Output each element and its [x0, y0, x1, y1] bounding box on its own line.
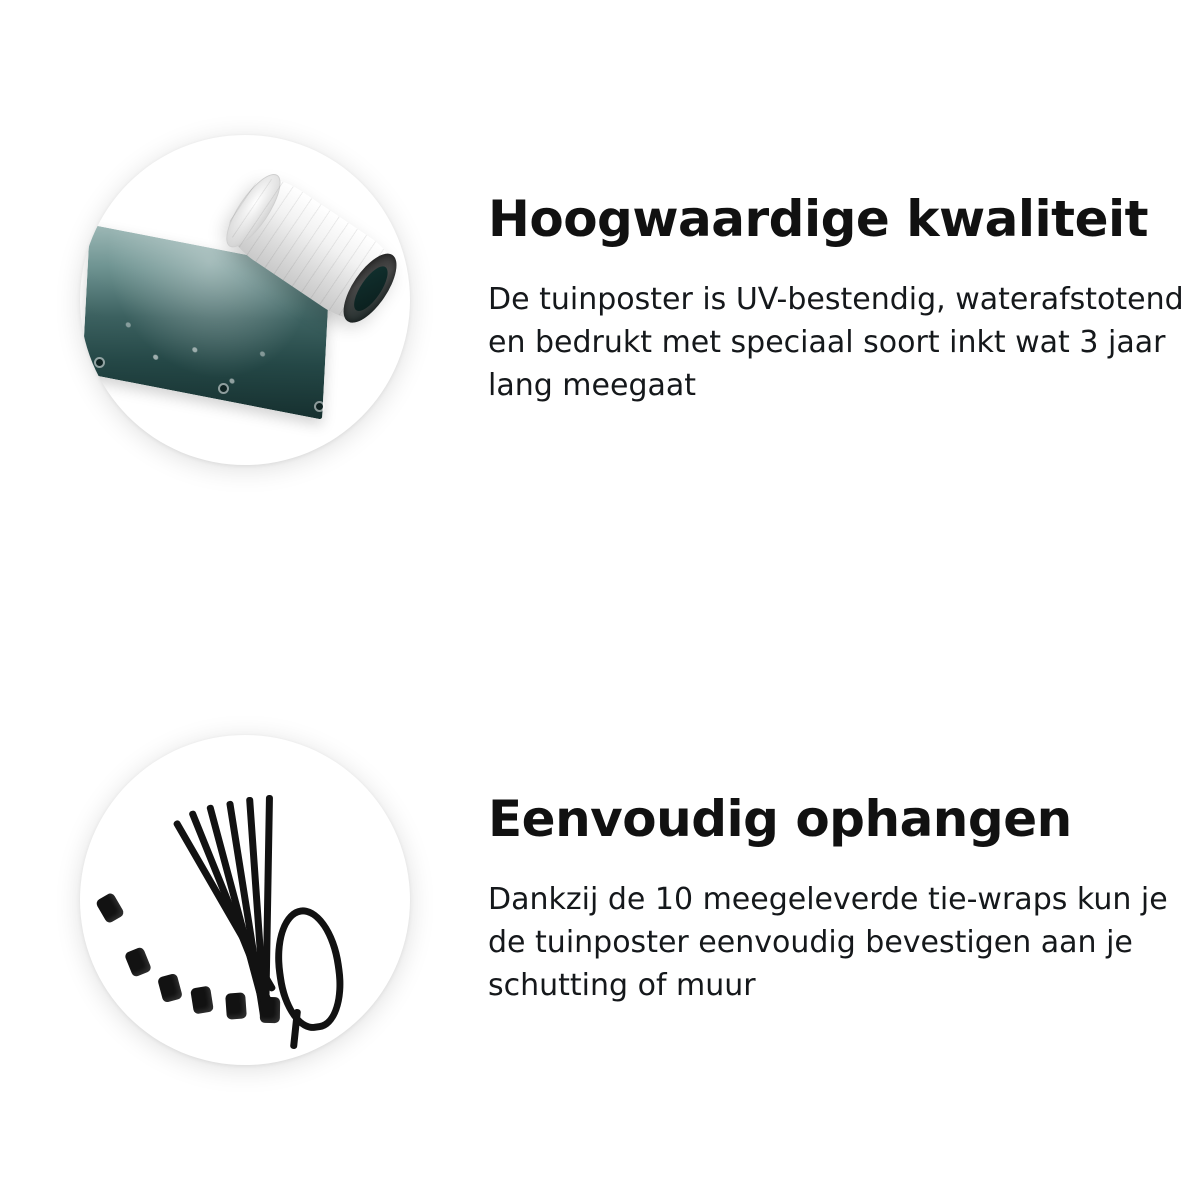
poster-roll-image [80, 135, 410, 465]
feature-text-quality [480, 189, 1200, 407]
tie-wrap-head [95, 892, 125, 925]
feature-text-mounting [480, 789, 1200, 1007]
feature-media-quality [0, 0, 480, 600]
tie-wrap-head [260, 997, 280, 1023]
feature-body-mounting: Dankzij de 10 meegeleverde tie-wraps kun je de tuinposter eenvoudig bevestigen aan je schutting of muur [488, 882, 1168, 1003]
feature-headline-mounting: Eenvoudig ophangen [488, 789, 1072, 848]
feature-headline-quality: Hoogwaardige kwaliteit [488, 189, 1149, 248]
feature-block-mounting [0, 600, 1200, 1200]
feature-body-quality: De tuinposter is UV-bestendig, waterafstotend en bedrukt met speciaal soort inkt wat 3 jaar lang meegaat [488, 282, 1184, 403]
tie-wrap-loop [268, 903, 351, 1035]
feature-media-mounting [0, 600, 480, 1200]
tie-wraps-image [80, 735, 410, 1065]
tie-wraps-illustration [80, 735, 410, 1065]
tie-wrap-head [225, 992, 247, 1019]
poster-roll-illustration [80, 135, 410, 465]
tie-wrap-head [190, 986, 214, 1015]
tie-wrap-head [124, 946, 152, 978]
poster-grommet [316, 403, 323, 410]
tie-wrap-head [157, 973, 183, 1003]
poster-grommet [220, 385, 227, 392]
poster-grommet [96, 359, 103, 366]
